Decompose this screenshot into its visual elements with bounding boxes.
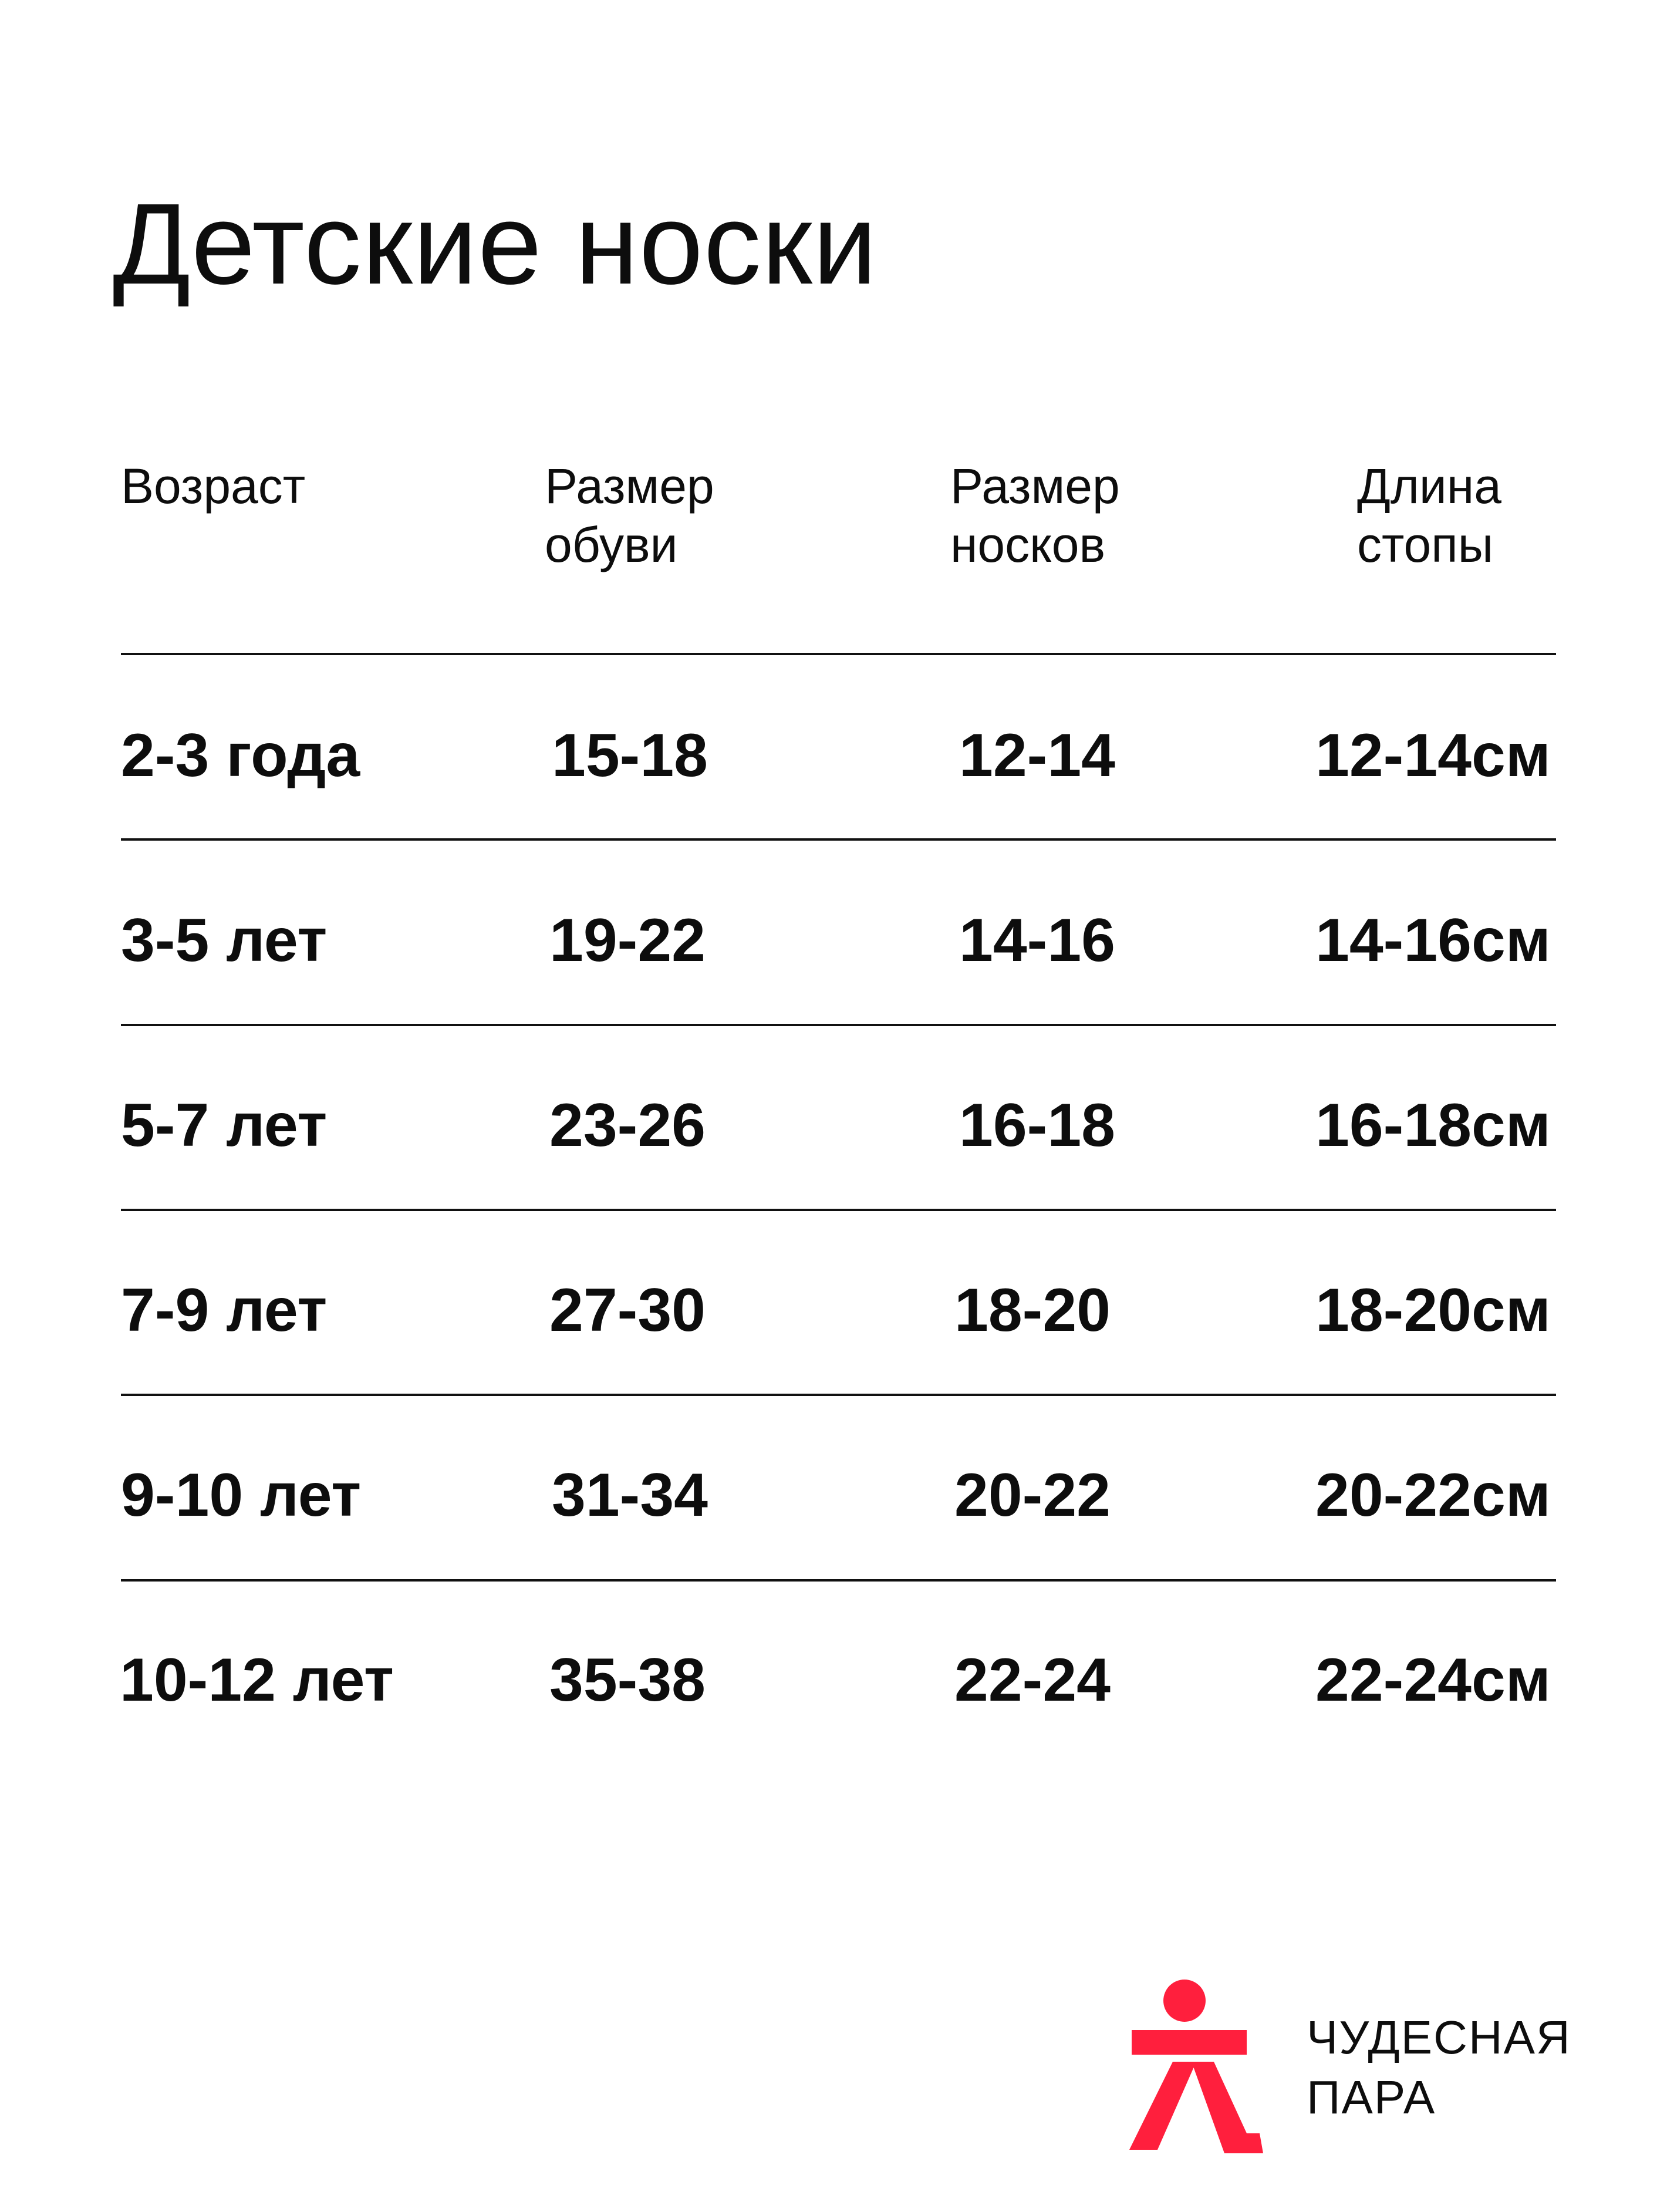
table-divider	[121, 838, 1556, 841]
page-title: Детские носки	[113, 180, 878, 308]
cell-age: 5-7 лет	[121, 1091, 328, 1159]
cell-sock-size: 22-24	[954, 1646, 1111, 1714]
cell-foot-length: 22-24см	[1315, 1646, 1551, 1714]
cell-age: 3-5 лет	[121, 906, 328, 975]
cell-age: 10-12 лет	[120, 1646, 394, 1714]
cell-shoe-size: 35-38	[549, 1646, 706, 1714]
table-divider	[121, 1209, 1556, 1211]
cell-age: 7-9 лет	[121, 1276, 328, 1344]
cell-sock-size: 12-14	[959, 721, 1115, 790]
cell-sock-size: 20-22	[954, 1461, 1111, 1529]
brand-name: ЧУДЕСНАЯ ПАРА	[1307, 2011, 1571, 2123]
brand-logo	[1121, 1974, 1274, 2162]
cell-sock-size: 18-20	[954, 1276, 1111, 1344]
cell-shoe-size: 23-26	[549, 1091, 706, 1159]
header-age: Возраст	[121, 458, 306, 514]
cell-sock-size: 16-18	[959, 1091, 1115, 1159]
cell-shoe-size: 19-22	[549, 906, 706, 975]
brand-figure-icon	[1121, 1974, 1274, 2162]
cell-foot-length: 20-22см	[1315, 1461, 1551, 1529]
cell-shoe-size: 31-34	[552, 1461, 708, 1529]
cell-foot-length: 18-20см	[1315, 1276, 1551, 1344]
table-divider	[121, 1394, 1556, 1396]
header-shoe-size: Размер обуви	[545, 458, 714, 572]
header-foot-length: Длина стопы	[1357, 458, 1501, 572]
table-divider	[121, 1024, 1556, 1026]
cell-sock-size: 14-16	[959, 906, 1115, 975]
cell-foot-length: 12-14см	[1315, 721, 1551, 790]
table-divider	[121, 653, 1556, 655]
header-sock-size: Размер носков	[950, 458, 1120, 572]
cell-foot-length: 14-16см	[1315, 906, 1551, 975]
cell-foot-length: 16-18см	[1315, 1091, 1551, 1159]
cell-age: 9-10 лет	[121, 1461, 362, 1529]
table-divider	[121, 1579, 1556, 1582]
cell-shoe-size: 15-18	[552, 721, 708, 790]
cell-age: 2-3 года	[121, 721, 360, 790]
cell-shoe-size: 27-30	[549, 1276, 706, 1344]
